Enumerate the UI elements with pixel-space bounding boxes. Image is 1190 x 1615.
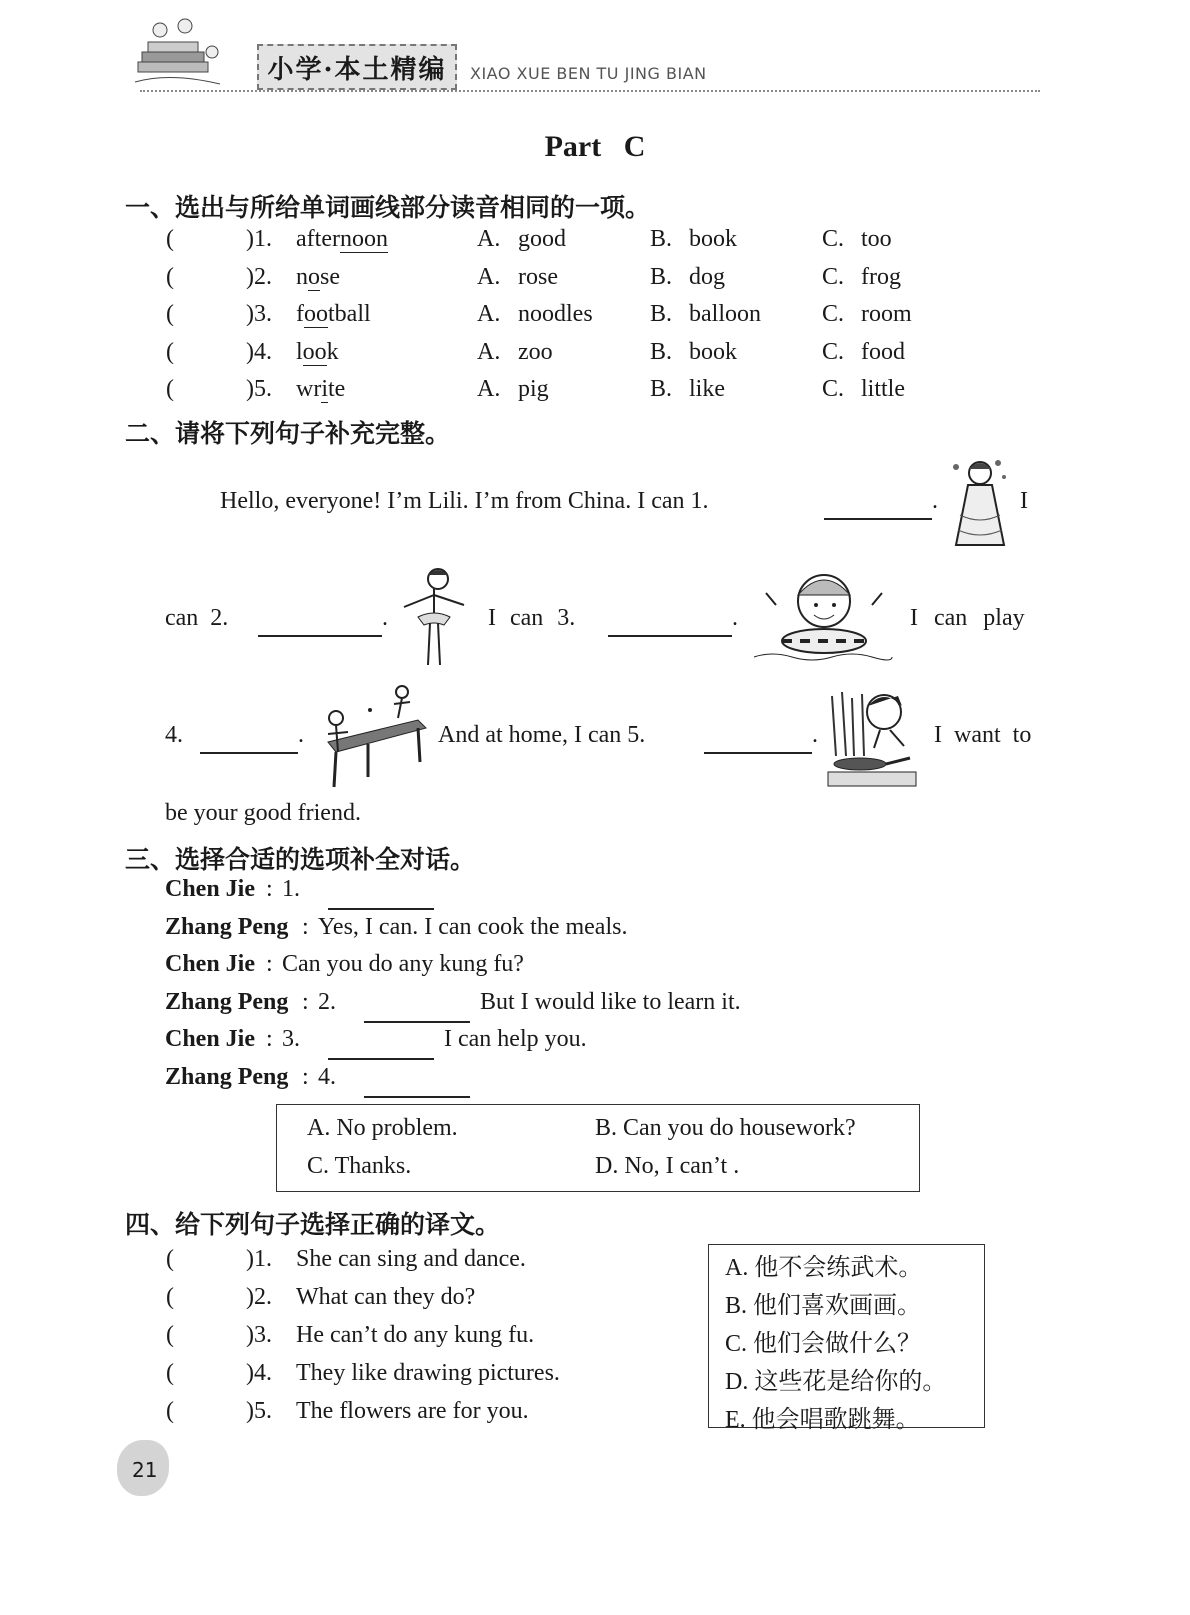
answer-paren-open[interactable]: ( [166, 263, 174, 290]
sentence-text: He can’t do any kung fu. [296, 1322, 535, 1348]
dialogue-blank-4[interactable] [328, 1034, 434, 1060]
question-number: )2. [246, 263, 272, 290]
option-a-letter: A. [477, 226, 501, 252]
header-subtitle: XIAO XUE BEN TU JING BIAN [470, 64, 707, 83]
speaker-name: Chen Jie [165, 1026, 255, 1052]
question-number: )3. [246, 1322, 272, 1348]
dialogue-text: 3. [282, 1026, 300, 1052]
option-b-word[interactable]: book [689, 338, 737, 365]
speaker-name: Zhang Peng [165, 1063, 289, 1090]
singing-girl-picture [946, 455, 1012, 559]
section2-line3c: I want to [934, 722, 1032, 748]
option-a-letter: A. [477, 338, 501, 365]
option-c-word[interactable]: frog [861, 263, 901, 290]
option-a-letter: A. [477, 376, 501, 403]
dialogue-text: Can you do any kung fu? [282, 951, 524, 977]
dialogue-after-text: I can help you. [444, 1026, 587, 1052]
speaker-name: Chen Jie [165, 876, 255, 902]
question-number: )3. [246, 301, 272, 328]
answer-blank-5[interactable] [704, 728, 812, 754]
option-b-letter: B. [650, 263, 673, 290]
target-word [296, 301, 371, 328]
section2-line1-end: I [1020, 488, 1028, 514]
speaker-name: Zhang Peng [165, 988, 289, 1015]
option-c: C. Thanks. [307, 1153, 412, 1179]
swimming-boy-picture [752, 565, 894, 673]
word-part: f [296, 301, 304, 328]
option-c-letter: C. [822, 226, 845, 252]
section2-line2b: I can 3. [488, 605, 576, 631]
option-b-letter: B. [650, 301, 673, 328]
target-word [296, 226, 388, 253]
question-number: )5. [246, 1398, 272, 1424]
sentence-text: She can sing and dance. [296, 1246, 526, 1272]
option-b-word[interactable]: book [689, 226, 737, 252]
translation-option: C. 他们会做什么？ [725, 1331, 922, 1357]
option-c-word[interactable]: food [861, 338, 905, 365]
answer-paren-open[interactable]: ( [166, 1246, 174, 1272]
section4-options-box [708, 1244, 985, 1433]
option-c-word[interactable]: room [861, 301, 912, 328]
section2-line4: be your good friend. [165, 800, 361, 826]
answer-blank-3[interactable] [608, 611, 732, 637]
section2-line3b: And at home, I can 5. [438, 722, 646, 748]
translation-option: E. 他会唱歌跳舞。 [725, 1407, 920, 1433]
question-number: )4. [246, 1360, 272, 1386]
question-number: )4. [246, 338, 272, 365]
option-c-letter: C. [822, 338, 845, 365]
target-word [296, 339, 339, 366]
ping-pong-picture [308, 682, 430, 796]
option-c-letter: C. [822, 301, 845, 328]
speaker-name: Zhang Peng [165, 913, 289, 940]
sentence-text: What can they do? [296, 1284, 476, 1310]
option-b-letter: B. [650, 338, 673, 365]
question-number: )2. [246, 1284, 272, 1310]
option-a-letter: A. [477, 263, 501, 290]
option-c-letter: C. [822, 376, 845, 403]
option-a-word[interactable]: noodles [518, 301, 593, 328]
answer-paren-open[interactable]: ( [166, 1322, 174, 1348]
answer-blank-4[interactable] [200, 728, 298, 754]
header-logo-illustration [130, 12, 230, 94]
answer-paren-open[interactable]: ( [166, 226, 174, 252]
word-part: oo [302, 338, 327, 365]
answer-paren-open[interactable]: ( [166, 1284, 174, 1310]
section2-line1: Hello, everyone! I’m Lili. I’m from China. I can 1. [220, 488, 709, 514]
option-a-letter: A. [477, 301, 501, 328]
dialogue-text: 1. [282, 876, 300, 902]
word-part: wr [296, 376, 322, 403]
speaker-name: Chen Jie [165, 951, 255, 977]
word-part: after [296, 226, 340, 252]
option-b-word[interactable]: dog [689, 263, 725, 290]
section3-title: 三、选择合适的选项补全对话。 [125, 845, 476, 874]
option-b-letter: B. [650, 376, 673, 403]
section2-title: 二、请将下列句子补充完整。 [125, 419, 451, 448]
section1-title: 一、选出与所给单词画线部分读音相同的一项。 [125, 193, 651, 222]
question-number: )1. [246, 1246, 272, 1272]
option-c-word[interactable]: little [861, 376, 905, 403]
option-a: A. No problem. [307, 1115, 458, 1141]
header-title: 小学·本土精编 [257, 44, 457, 90]
answer-paren-open[interactable]: ( [166, 338, 174, 365]
word-part: oo [304, 301, 328, 328]
dialogue-text: Yes, I can. I can cook the meals. [318, 913, 628, 940]
answer-paren-open[interactable]: ( [166, 376, 174, 403]
option-b-letter: B. [650, 226, 673, 252]
section3-options-box [276, 1104, 920, 1192]
word-part: k [326, 338, 339, 365]
word-part: te [328, 376, 346, 403]
option-a-word[interactable]: good [518, 226, 566, 252]
header-divider [140, 90, 1040, 92]
option-a-word[interactable]: rose [518, 263, 558, 290]
dialogue-blank-0[interactable] [328, 884, 434, 910]
option-c-letter: C. [822, 263, 845, 290]
option-b-word[interactable]: like [689, 376, 725, 403]
word-part: tball [328, 301, 371, 328]
word-part: noon [339, 226, 388, 252]
translation-option: B. 他们喜欢画画。 [725, 1293, 922, 1319]
question-number: )5. [246, 376, 272, 403]
sentence-text: They like drawing pictures. [296, 1360, 560, 1386]
dialogue-after-text: But I would like to learn it. [480, 988, 741, 1015]
section2-line2c: I can play [910, 605, 1025, 631]
translation-option: D. 这些花是给你的。 [725, 1369, 947, 1395]
dialogue-blank-5[interactable] [364, 1072, 470, 1098]
option-b-word[interactable]: balloon [689, 301, 761, 328]
option-d: D. No, I can’t . [595, 1153, 740, 1179]
option-a-word[interactable]: zoo [518, 338, 553, 365]
question-number: )1. [246, 226, 272, 252]
answer-paren-open[interactable]: ( [166, 301, 174, 328]
word-part: n [296, 263, 308, 290]
word-part: se [320, 263, 340, 290]
target-word [296, 264, 340, 291]
ballet-dancer-picture [398, 565, 470, 679]
dialogue-blank-3[interactable] [364, 997, 470, 1023]
section2-line3a: 4. [165, 722, 183, 748]
option-c-word[interactable]: too [861, 226, 892, 252]
dialogue-text: 2. [318, 988, 336, 1015]
dialogue-text: 4. [318, 1063, 336, 1090]
cooking-girl-picture [824, 686, 920, 794]
option-a-word[interactable]: pig [518, 376, 549, 403]
answer-paren-open[interactable]: ( [166, 1398, 174, 1424]
word-part: o [308, 263, 320, 290]
page-number: 21 [132, 1458, 158, 1482]
sentence-text: The flowers are for you. [296, 1398, 529, 1424]
option-b: B. Can you do housework? [595, 1115, 856, 1141]
section4-title: 四、给下列句子选择正确的译文。 [125, 1210, 501, 1239]
answer-paren-open[interactable]: ( [166, 1360, 174, 1386]
word-part: l [296, 338, 303, 365]
answer-blank-2[interactable] [258, 611, 382, 637]
word-part: i [321, 376, 328, 403]
answer-blank-1[interactable] [824, 494, 932, 520]
target-word [296, 376, 345, 403]
part-title: Part C [544, 130, 646, 163]
section2-line2a: can 2. [165, 605, 229, 631]
translation-option: A. 他不会练武术。 [725, 1255, 923, 1281]
